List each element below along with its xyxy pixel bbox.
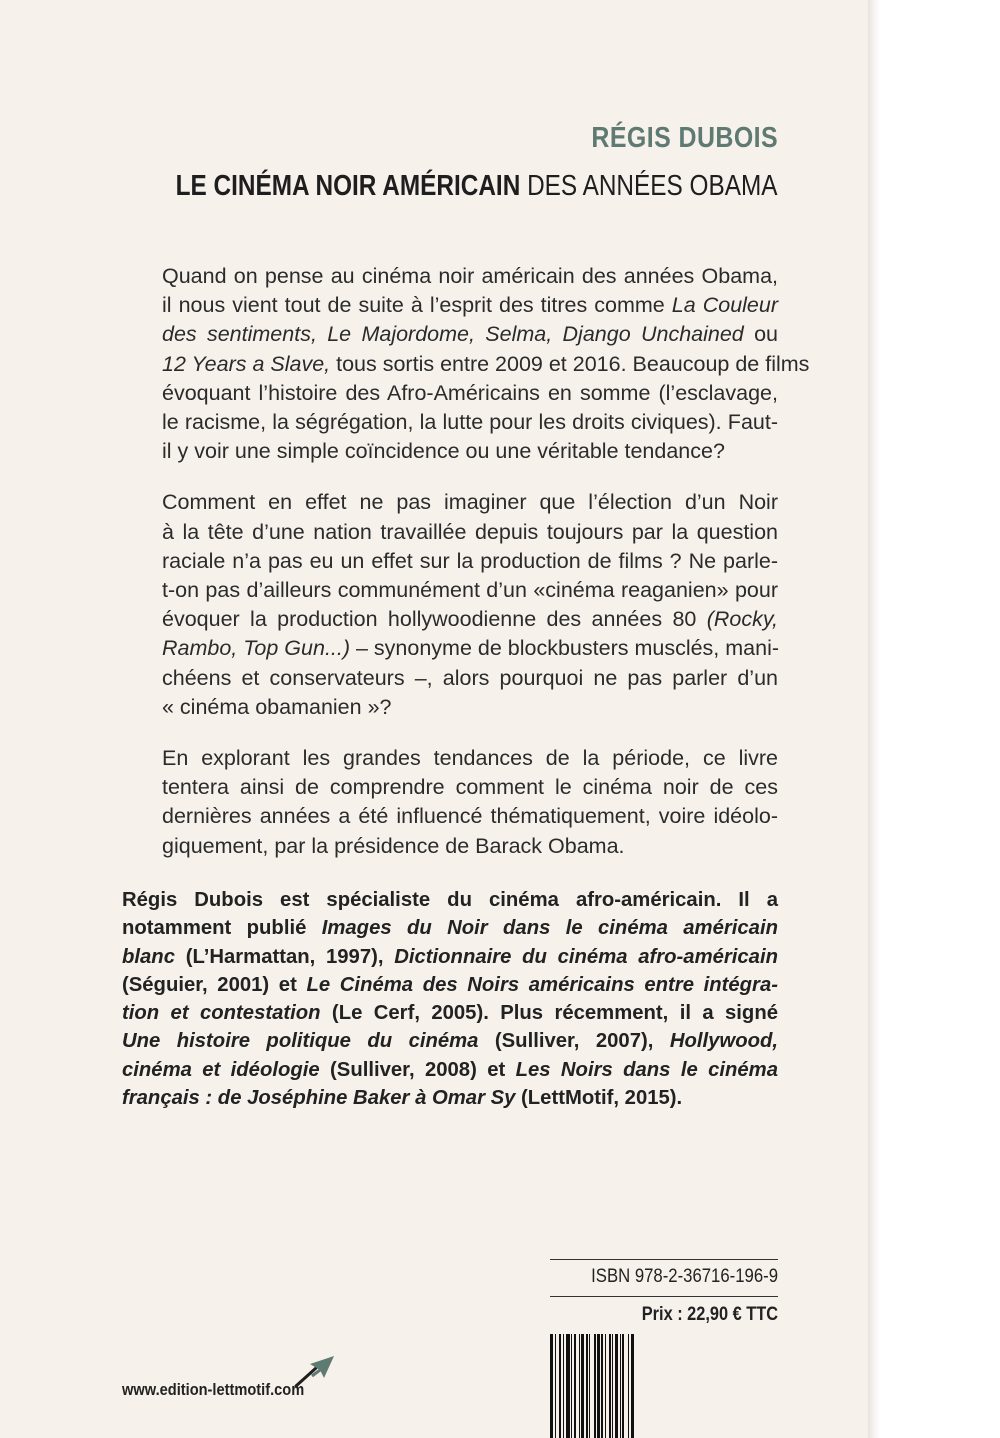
blurb-paragraph xyxy=(122,262,810,466)
barcode-gap xyxy=(634,1334,635,1438)
text-line: cinéma et idéologie (Sulliver, 2008) et Les Noirs dans le cinéma xyxy=(122,1058,778,1081)
barcode xyxy=(550,1334,778,1438)
text-line: il nous vient tout de suite à l’esprit des titres comme La Couleur xyxy=(162,293,779,318)
text-line: Une histoire politique du cinéma (Sulliver, 2007), Hollywood, xyxy=(122,1030,778,1053)
bio-paragraph xyxy=(122,886,778,1112)
text-line: français : de Joséphine Baker à Omar Sy (LettMotif, 2015). xyxy=(122,1087,683,1110)
text-line: Rambo, Top Gun...) – synonyme de blockbusters musclés, mani- xyxy=(162,636,780,661)
text-line: Comment en effet ne pas imaginer que l’élection d’un Noir xyxy=(162,490,778,515)
blurb-text xyxy=(122,262,810,883)
text-line: Quand on pense au cinéma noir américain des années Obama, xyxy=(162,264,778,288)
isbn-top-rule xyxy=(550,1259,778,1260)
text-line: En explorant les grandes tendances de la période, ce livre xyxy=(162,746,778,771)
text-line: tentera ainsi de comprendre comment le cinéma noir de ces xyxy=(162,775,778,800)
price-text: Prix : 22,90 € TTC xyxy=(641,1304,778,1325)
text-line: à la tête d’une nation travaillée depuis toujours par la question xyxy=(162,519,778,544)
text-line: chéens et conservateurs –, alors pourquoi ne pas parler d’un xyxy=(162,665,778,690)
blurb-paragraph xyxy=(122,488,778,722)
author-name: RÉGIS DUBOIS xyxy=(591,122,778,154)
isbn-bottom-rule xyxy=(550,1296,778,1297)
text-line: il y voir une simple coïncidence ou une véritable tendance? xyxy=(162,439,725,464)
text-line: Régis Dubois est spécialiste du cinéma afro-américain. Il a xyxy=(122,889,778,911)
book-title-light: DES ANNÉES OBAMA xyxy=(527,170,778,202)
text-line: « cinéma obamanien »? xyxy=(162,694,392,719)
publisher-website[interactable]: www.edition-lettmotif.com xyxy=(122,1380,305,1399)
text-line: évoquant l’histoire des Afro-Américains en somme (l’esclavage, xyxy=(162,380,778,405)
text-line: (Séguier, 2001) et Le Cinéma des Noirs américains entre intégra- xyxy=(122,973,778,996)
text-line: 12 Years a Slave, tous sortis entre 2009 et 2016. Beaucoup de films xyxy=(162,351,810,376)
text-line: t-on pas d’ailleurs communément d’un «cinéma reaganien» pour xyxy=(162,578,778,603)
text-line: le racisme, la ségrégation, la lutte pour les droits civiques). Faut- xyxy=(162,410,778,435)
text-line: évoquer la production hollywoodienne des années 80 (Rocky, xyxy=(162,607,778,632)
text-line: raciale n’a pas eu un effet sur la production de films ? Ne parle- xyxy=(162,548,778,573)
text-line: tion et contestation (Le Cerf, 2005). Plus récemment, il a signé xyxy=(122,1002,778,1025)
book-title-bold: LE CINÉMA NOIR AMÉRICAIN xyxy=(176,170,521,202)
text-line: giquement, par la présidence de Barack Obama. xyxy=(162,833,625,858)
book-title xyxy=(176,170,778,203)
text-line: des sentiments, Le Majordome, Selma, Django Unchained ou xyxy=(162,322,778,347)
blurb-paragraph xyxy=(122,744,778,861)
author-bio xyxy=(122,886,778,1112)
text-line: notamment publié Images du Noir dans le cinéma américain xyxy=(122,917,778,940)
page-edge xyxy=(868,0,880,1438)
text-line: dernières années a été influencé thématiquement, voire idéolo- xyxy=(162,804,778,829)
text-line: blanc (L’Harmattan, 1997), Dictionnaire du cinéma afro-américain xyxy=(122,945,778,968)
isbn-text: ISBN 978-2-36716-196-9 xyxy=(591,1266,778,1287)
